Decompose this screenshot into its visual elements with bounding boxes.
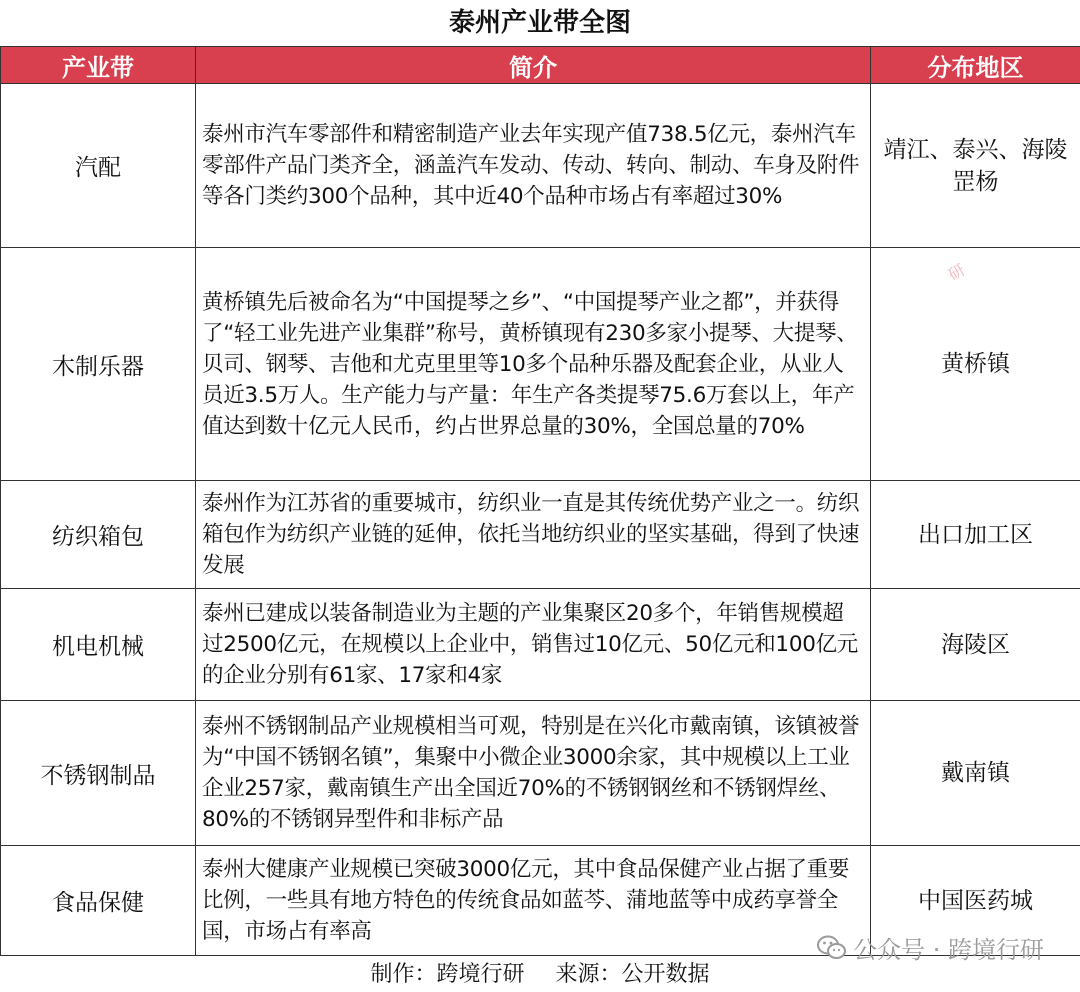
table-row [1, 481, 1080, 589]
industry-table [0, 46, 1080, 956]
desc-cell: 黄桥镇先后被命名为“中国提琴之乡”、“中国提琴产业之都”，并获得了“轻工业先进产业集群”称号，黄桥镇现有230多家小提琴、大提琴、贝司、钢琴、吉他和尤克里里等10多个品种乐器及配套企业，从业人员近3.5万人。生产能力与产量：年生产各类提琴75.6万套以上，年产值达到数十亿元人民币，约占世界总量的30%，全国总量的70% [196, 248, 871, 481]
industry-cell: 机电机械 [1, 589, 196, 701]
region-cell: 靖江、泰兴、海陵罡杨 [871, 84, 1080, 248]
watermark-stamp: 研 [944, 260, 969, 285]
industry-cell: 木制乐器 [1, 248, 196, 481]
desc-cell: 泰州作为江苏省的重要城市，纺织业一直是其传统优势产业之一。纺织箱包作为纺织产业链的延伸，依托当地纺织业的坚实基础，得到了快速发展 [196, 481, 871, 589]
industry-cell: 不锈钢制品 [1, 701, 196, 846]
table-header-row [1, 47, 1080, 84]
industry-cell: 汽配 [1, 84, 196, 248]
desc-cell: 泰州大健康产业规模已突破3000亿元，其中食品保健产业占据了重要比例，一些具有地方特色的传统食品如蓝芩、蒲地蓝等中成药享誉全国，市场占有率高 [196, 846, 871, 956]
desc-cell: 泰州市汽车零部件和精密制造产业去年实现产值738.5亿元，泰州汽车零部件产品门类齐全，涵盖汽车发动、传动、转向、制动、车身及附件等各门类约300个品种，其中近40个品种市场占有率超过30% [196, 84, 871, 248]
watermark-text: 公众号 · 跨境行研 [853, 936, 1044, 964]
desc-cell: 泰州已建成以装备制造业为主题的产业集聚区20多个，年销售规模超过2500亿元，在规模以上企业中，销售过10亿元、50亿元和100亿元的企业分别有61家、17家和4家 [196, 589, 871, 701]
footer-source: 来源：公开数据 [555, 962, 710, 987]
footer [0, 958, 1080, 992]
industry-cell: 食品保健 [1, 846, 196, 956]
wechat-icon [817, 935, 847, 961]
header-desc: 简介 [196, 47, 871, 84]
page-title: 泰州产业带全图 [448, 8, 631, 38]
region-cell: 出口加工区 [871, 481, 1080, 589]
footer-maker: 制作：跨境行研 [370, 962, 525, 987]
industry-cell: 纺织箱包 [1, 481, 196, 589]
table-row [1, 589, 1080, 701]
desc-cell: 泰州不锈钢制品产业规模相当可观，特别是在兴化市戴南镇，该镇被誉为“中国不锈钢名镇”，集聚中小微企业3000余家，其中规模以上工业企业257家，戴南镇生产出全国近70%的不锈钢钢丝和不锈钢焊丝、80%的不锈钢异型件和非标产品 [196, 701, 871, 846]
table-row [1, 248, 1080, 481]
region-cell: 戴南镇 [871, 701, 1080, 846]
region-cell: 黄桥镇 [871, 248, 1080, 481]
region-cell: 海陵区 [871, 589, 1080, 701]
region-cell: 中国医药城 [871, 846, 1080, 956]
table-row [1, 701, 1080, 846]
header-region: 分布地区 [871, 47, 1080, 84]
table-row [1, 84, 1080, 248]
header-industry: 产业带 [1, 47, 196, 84]
